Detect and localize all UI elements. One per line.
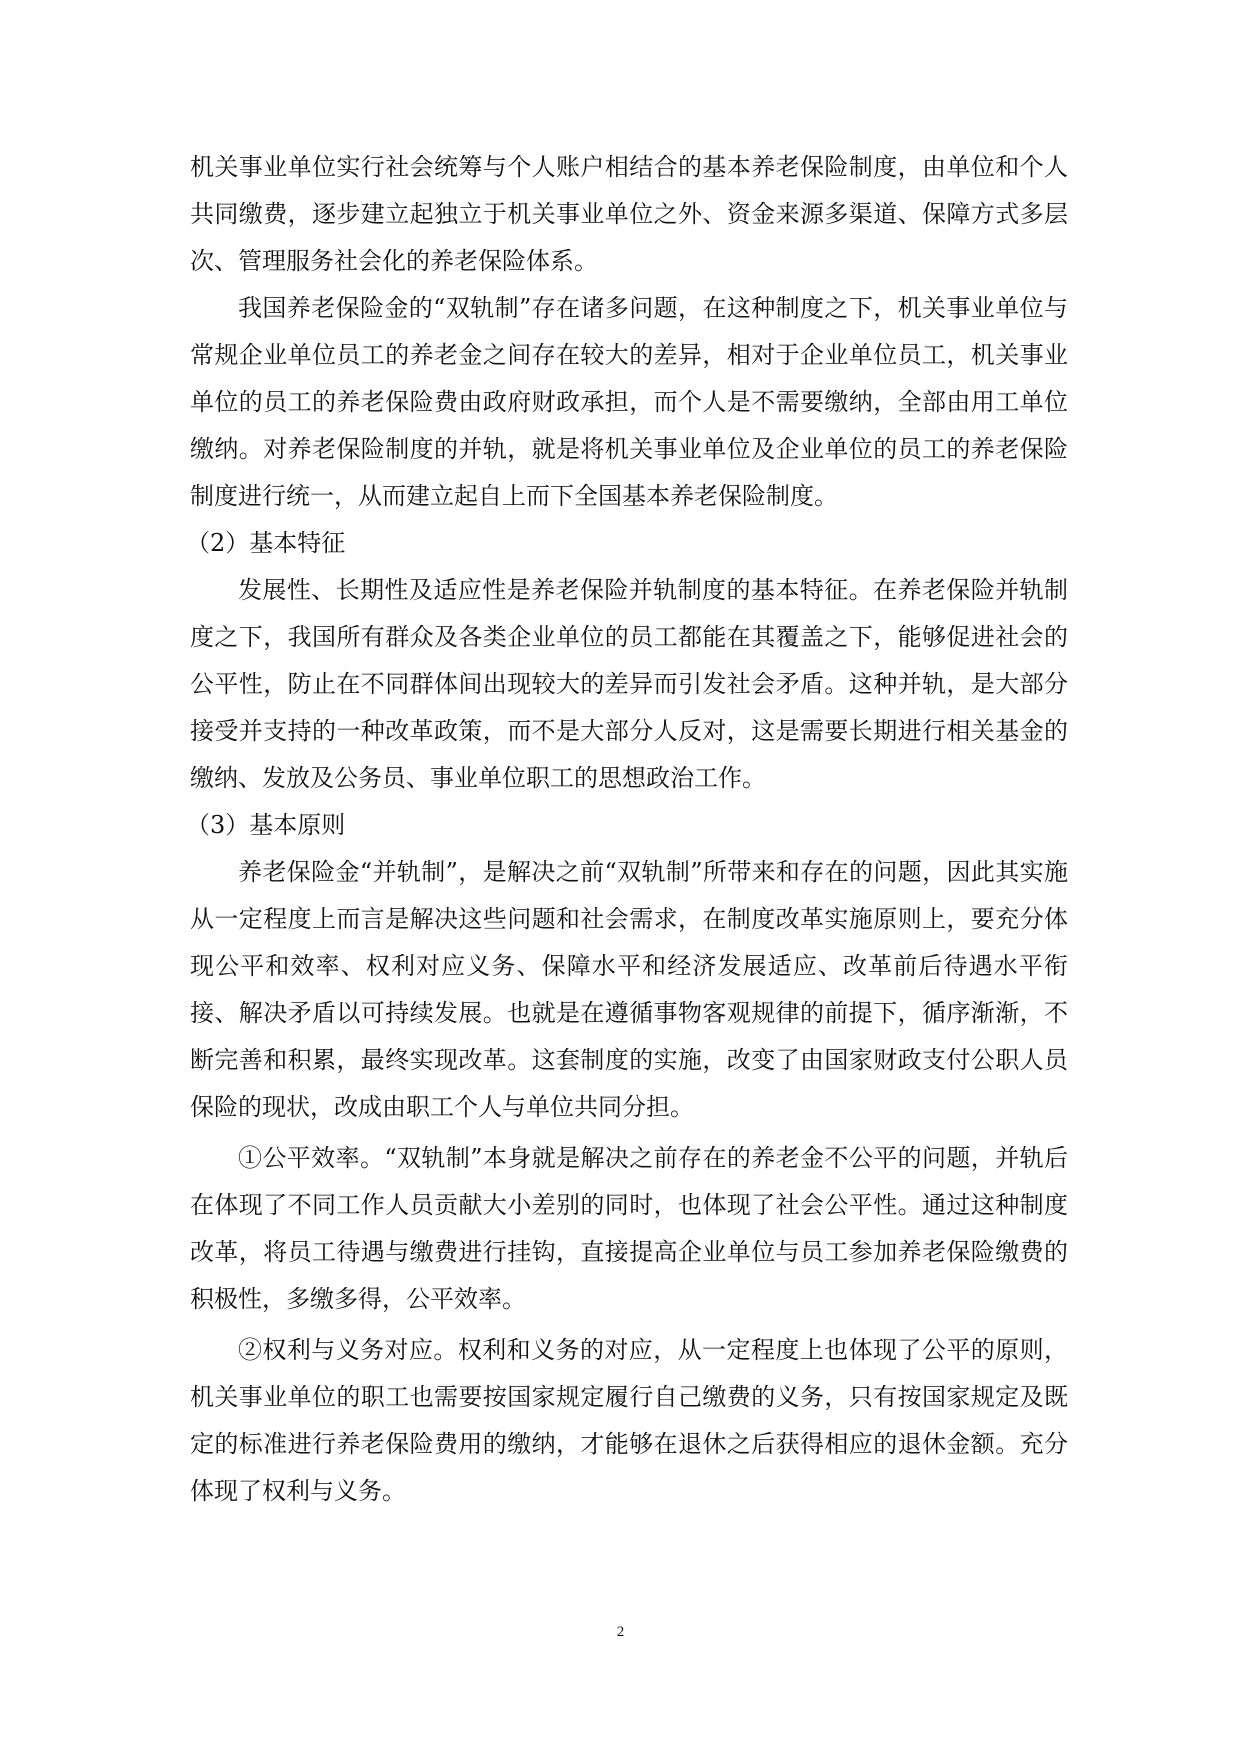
- document-body: [186, 144, 1068, 1515]
- paragraph-dual-track: 我国养老保险金的“双轨制”存在诸多问题，在这种制度之下，机关事业单位与常规企业单位员工的养老金之间存在较大的差异，相对于企业单位员工，机关事业单位的员工的养老保险费由政府财政承担，而个人是不需要缴纳，全部由用工单位缴纳。对养老保险制度的并轨，就是将机关事业单位及企业单位的员工的养老保险制度进行统一，从而建立起自上而下全国基本养老保险制度。: [190, 294, 1068, 510]
- paragraph-fairness-efficiency: ①公平效率。“双轨制”本身就是解决之前存在的养老金不公平的问题，并轨后在体现了不同工作人员贡献大小差别的同时，也体现了社会公平性。通过这种制度改革，将员工待遇与缴费进行挂钩，直接提高企业单位与员工参加养老保险缴费的积极性，多缴多得，公平效率。: [190, 1144, 1068, 1313]
- section-heading-basic-features: （2）基本特征: [186, 529, 346, 557]
- paragraph-basic-principles: 养老保险金“并轨制”，是解决之前“双轨制”所带来和存在的问题，因此其实施从一定程度上而言是解决这些问题和社会需求，在制度改革实施原则上，要充分体现公平和效率、权利对应义务、保障水平和经济发展适应、改革前后待遇水平衔接、解决矛盾以可持续发展。也就是在遵循事物客观规律的前提下，循序渐渐，不断完善和积累，最终实现改革。这套制度的实施，改变了由国家财政支付公职人员保险的现状，改成由职工个人与单位共同分担。: [190, 858, 1068, 1121]
- paragraph-intro: 机关事业单位实行社会统筹与个人账户相结合的基本养老保险制度，由单位和个人共同缴费，逐步建立起独立于机关事业单位之外、资金来源多渠道、保障方式多层次、管理服务社会化的养老保险体系。: [190, 153, 1068, 275]
- page-number: 2: [616, 1624, 625, 1640]
- paragraph-rights-obligations: ②权利与义务对应。权利和义务的对应，从一定程度上也体现了公平的原则，机关事业单位的职工也需要按国家规定履行自己缴费的义务，只有按国家规定及既定的标准进行养老保险费用的缴纳，才能够在退休之后获得相应的退休金额。充分体现了权利与义务。: [190, 1336, 1068, 1505]
- section-heading-basic-principles: （3）基本原则: [186, 811, 346, 839]
- paragraph-basic-features: 发展性、长期性及适应性是养老保险并轨制度的基本特征。在养老保险并轨制度之下，我国所有群众及各类企业单位的员工都能在其覆盖之下，能够促进社会的公平性，防止在不同群体间出现较大的差异而引发社会矛盾。这种并轨，是大部分接受并支持的一种改革政策，而不是大部分人反对，这是需要长期进行相关基金的缴纳、发放及公务员、事业单位职工的思想政治工作。: [190, 576, 1068, 792]
